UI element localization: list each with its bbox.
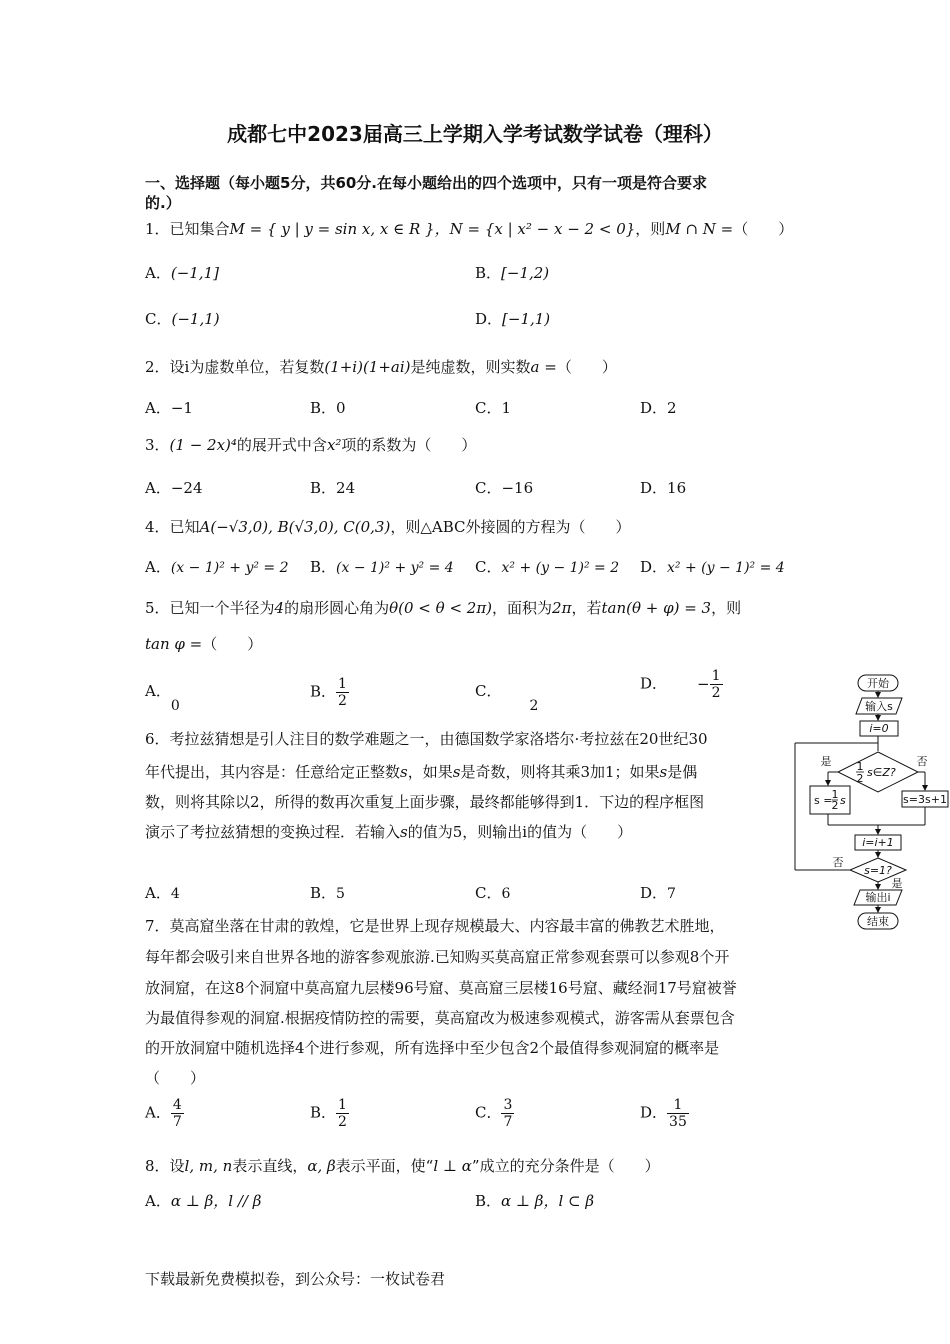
option-value: α ⊥ β，l // β: [170, 1192, 262, 1210]
option-label: B．: [475, 264, 502, 282]
option-value: [−1,1): [502, 310, 551, 328]
option-value: (−1,1]: [170, 264, 219, 282]
option-label: B．: [310, 558, 337, 576]
flow-end-text: 结束: [867, 915, 889, 928]
q2-option-c[interactable]: [475, 397, 511, 418]
option-label: D．: [640, 884, 668, 902]
question-7-line2: 每年都会吸引来自世界各地的游客参观旅游.已知购买莫高窟正常参观套票可以参观8个开: [145, 948, 730, 966]
option-sign: −: [697, 674, 710, 693]
q4-option-b[interactable]: [310, 556, 454, 577]
flow-cond-num: 1: [856, 760, 864, 773]
option-value: −24: [170, 479, 203, 497]
flow-left-num: 1: [831, 788, 839, 801]
q6-num: 30: [688, 730, 708, 748]
question-6-line4: [145, 821, 632, 842]
q4-option-a[interactable]: [145, 556, 289, 577]
q6-text: 的值为（ ）: [527, 823, 633, 841]
q4-text-a: 4．已知: [145, 518, 200, 536]
q4-option-c[interactable]: [475, 556, 619, 577]
page-title: 成都七中2023届高三上学期入学考试数学试卷（理科）: [227, 122, 723, 146]
denominator: 2: [338, 1114, 347, 1130]
q3-option-a[interactable]: [145, 477, 203, 498]
q5-option-a[interactable]: [145, 680, 180, 714]
q3-option-b[interactable]: [310, 477, 355, 498]
option-label: B．: [310, 884, 337, 902]
q6-var: s: [400, 763, 408, 781]
option-label: D．: [475, 310, 503, 328]
flow-cond-text: s∈Z?: [867, 766, 896, 779]
q1-option-c[interactable]: [145, 308, 220, 329]
q6-option-c[interactable]: [475, 882, 510, 903]
option-fraction: [171, 1097, 184, 1130]
numerator: 3: [503, 1097, 513, 1113]
q1-option-b[interactable]: [475, 262, 549, 283]
q8-planes: α, β: [307, 1157, 336, 1175]
q6-text: 的值为: [407, 823, 453, 841]
q2-option-b[interactable]: [310, 397, 346, 418]
q6-text: 是奇数，则将其乘: [460, 763, 581, 781]
q6-var: s: [400, 823, 408, 841]
numerator: 4: [172, 1097, 182, 1113]
option-label: D．: [640, 1103, 668, 1122]
question-6-line2: [145, 761, 697, 782]
option-value: −16: [501, 479, 534, 497]
question-6-line1: [145, 728, 708, 749]
q5-ask: tan φ =: [145, 635, 203, 653]
numerator: 1: [667, 1097, 689, 1114]
q6-text: 年代提出，其内容是：任意给定正整数: [145, 763, 401, 781]
question-8-stem: [145, 1155, 660, 1176]
option-value: 4: [170, 886, 180, 902]
flow-left-b: s: [840, 794, 846, 807]
denominator: 7: [503, 1114, 513, 1130]
option-label: C．: [475, 884, 502, 902]
q5-text-c: ，面积为: [492, 599, 553, 617]
option-label: A．: [145, 1192, 171, 1210]
q6-text: ，则输出: [462, 823, 523, 841]
question-6-line3: [145, 791, 704, 812]
option-label: C．: [145, 310, 172, 328]
q6-text: ，如果: [407, 763, 453, 781]
q6-text: 加1；如果: [590, 763, 660, 781]
q8-text-c: 表示平面，使“: [335, 1157, 434, 1175]
numerator: 1: [711, 668, 721, 684]
option-label: A．: [145, 264, 171, 282]
option-label: B．: [310, 682, 337, 701]
footer-note: 下载最新免费模拟卷，到公众号：一枚试卷君: [145, 1270, 446, 1288]
q5-option-b[interactable]: [310, 676, 349, 709]
option-label: C．: [475, 682, 502, 700]
denominator: 35: [669, 1114, 687, 1130]
q5-text-b: 的扇形圆心角为: [284, 599, 390, 617]
denominator: 2: [338, 693, 347, 709]
q1-set-m: M = { y | y = sin x, x ∈ R }: [229, 220, 435, 238]
question-7-line3: 放洞窟，在这8个洞窟中莫高窟九层楼96号窟、莫高窟三层楼16号窟、藏经洞17号窟被誉: [145, 979, 737, 997]
q6-text: 6．考拉兹猜想是引人注目的数学难题之一，由德国数学家洛塔尔·考拉兹在: [145, 730, 640, 748]
q5-option-d[interactable]: [640, 668, 723, 701]
q2-text-b: 是纯虚数，则实数: [410, 358, 531, 376]
option-label: C．: [475, 479, 502, 497]
option-value: 5: [336, 886, 345, 902]
q2-expr: (1+i)(1+ai): [324, 358, 411, 376]
q8-text-b: 表示直线，: [232, 1157, 308, 1175]
option-label: A．: [145, 558, 171, 576]
numerator: 1: [338, 1097, 347, 1113]
q3-number: 3．: [145, 436, 170, 454]
flow-left-a: s =: [814, 794, 833, 807]
option-value: x² + (y − 1)² = 2: [501, 560, 620, 576]
flow-left-den: 2: [831, 799, 839, 812]
flow-yes2-text: 是: [891, 877, 903, 890]
q1-paren: （ ）: [733, 220, 794, 238]
q6-text: 是偶: [667, 763, 698, 781]
q6-var: s: [452, 763, 461, 781]
question-3-stem: [145, 434, 476, 455]
denominator: 7: [172, 1114, 182, 1130]
q7-option-a[interactable]: [145, 1097, 184, 1130]
q2-paren: （ ）: [556, 358, 617, 376]
option-label: C．: [475, 399, 502, 417]
option-value: 1: [501, 399, 512, 417]
q6-num: 20: [639, 730, 659, 748]
flow-cond-den: 2: [856, 772, 864, 785]
q5-area: 2π: [552, 599, 572, 617]
q1-text-b: ，则: [635, 220, 666, 238]
q4-option-d[interactable]: [640, 556, 785, 577]
question-2-stem: [145, 356, 617, 377]
question-7-line6: （ ）: [145, 1069, 206, 1087]
option-label: A．: [145, 682, 171, 700]
option-value: 24: [336, 479, 356, 497]
option-label: D．: [640, 479, 668, 497]
option-fraction: [501, 1097, 514, 1130]
q6-num: 2: [250, 793, 260, 811]
option-fraction: [667, 1097, 689, 1130]
question-5-ask: [145, 633, 262, 654]
q5-paren: （ ）: [202, 635, 263, 653]
q3-text-b: 项的系数为（ ）: [341, 436, 477, 454]
option-value: α ⊥ β，l ⊂ β: [501, 1192, 595, 1210]
q7-option-d[interactable]: [640, 1097, 689, 1130]
q5-text-d: ，若: [571, 599, 602, 617]
q6-option-d[interactable]: [640, 882, 676, 903]
flow-right-text: s=3s+1: [903, 793, 947, 806]
q8-condition: l ⊥ α: [433, 1157, 472, 1175]
q6-text: 演示了考拉兹猜想的变换过程．若输入: [145, 823, 401, 841]
option-label: A．: [145, 479, 171, 497]
question-4-stem: [145, 516, 630, 537]
q4-points: A(−√3,0), B(√3,0), C(0,3): [199, 518, 391, 536]
option-label: B．: [310, 1103, 337, 1122]
q5-text-a: 5．已知一个半径为: [145, 599, 275, 617]
section-heading-line2: 的.）: [145, 194, 181, 212]
flow-no2-text: 否: [832, 856, 844, 869]
option-label: A．: [145, 399, 171, 417]
option-value: 2: [529, 698, 539, 714]
q3-text-a: 的展开式中含: [236, 436, 327, 454]
q3-term: x²: [326, 436, 342, 454]
flow-check-text: s=1?: [864, 864, 892, 877]
option-value: 7: [667, 886, 676, 902]
q5-radius: 4: [274, 599, 285, 617]
q6-option-b[interactable]: [310, 882, 345, 903]
q5-option-c[interactable]: [475, 680, 539, 714]
option-label: D．: [640, 558, 668, 576]
q1-expr: M ∩ N =: [665, 220, 734, 238]
option-value: (x − 1)² + y² = 2: [170, 560, 289, 576]
q3-expr: (1 − 2x)⁴: [169, 436, 237, 454]
option-fraction: [336, 676, 349, 709]
q4-text-b: ，则△ABC外接圆的方程为（ ）: [390, 518, 631, 536]
q8-option-b[interactable]: [475, 1190, 594, 1211]
q6-text: ，所得的数再次重复上面步骤，最终都能够得到1．下边的程序框图: [259, 793, 705, 811]
flowchart: [790, 670, 950, 935]
question-7-line1: 7．莫高窟坐落在甘肃的敦煌，它是世界上现存规模最大、内容最丰富的佛教艺术胜地，: [145, 917, 725, 935]
q5-text-e: ，则: [711, 599, 742, 617]
q8-option-a[interactable]: [145, 1190, 261, 1211]
option-value: x² + (y − 1)² = 4: [667, 560, 785, 576]
flow-yes-text: 是: [820, 755, 832, 768]
option-label: A．: [145, 1103, 171, 1122]
option-label: B．: [310, 479, 337, 497]
q6-option-a[interactable]: [145, 882, 180, 903]
q6-num: 3: [580, 763, 590, 781]
numerator: 1: [338, 676, 347, 692]
option-label: B．: [310, 399, 337, 417]
flow-init-text: i=0: [869, 722, 889, 735]
option-value: [−1,2): [501, 264, 550, 282]
option-value: −1: [170, 399, 193, 417]
q8-text-a: 8．设: [145, 1157, 185, 1175]
option-label: A．: [145, 884, 171, 902]
option-fraction: [710, 668, 723, 701]
question-1-stem: [145, 218, 793, 239]
q2-option-a[interactable]: [145, 397, 193, 418]
option-label: B．: [475, 1192, 502, 1210]
q7-option-b[interactable]: [310, 1097, 349, 1130]
option-label: C．: [475, 1103, 502, 1122]
q2-var: a =: [530, 358, 557, 376]
option-value: 0: [170, 698, 180, 714]
flow-start-text: 开始: [867, 677, 889, 690]
option-value: (x − 1)² + y² = 4: [336, 560, 454, 576]
option-value: 16: [667, 479, 687, 497]
q6-num: 5: [452, 823, 463, 841]
q1-set-n: ，N = {x | x² − x − 2 < 0}: [434, 220, 636, 238]
q2-option-d[interactable]: [640, 397, 677, 418]
q5-condition: tan(θ + φ) = 3: [601, 599, 712, 617]
question-5-stem: [145, 597, 741, 618]
flow-output-text: 输出i: [865, 891, 891, 904]
q1-option-a[interactable]: [145, 262, 219, 283]
option-value: 0: [336, 399, 346, 417]
q8-text-d: ”成立的充分条件是（ ）: [471, 1157, 660, 1175]
option-value: 2: [667, 399, 677, 417]
q3-option-c[interactable]: [475, 477, 533, 498]
flow-no-text: 否: [916, 755, 928, 768]
q1-option-d[interactable]: [475, 308, 550, 329]
q6-var: s: [659, 763, 668, 781]
q1-text-a: 1．已知集合: [145, 220, 230, 238]
denominator: 2: [711, 685, 721, 701]
q6-text: 世纪: [658, 730, 689, 748]
option-value: 6: [501, 886, 511, 902]
q7-option-c[interactable]: [475, 1097, 514, 1130]
section-heading-line1: 一、选择题（每小题5分，共60分.在每小题给出的四个选项中，只有一项是符合要求: [145, 174, 708, 192]
flow-input-text: 输入s: [865, 700, 893, 713]
q6-text: 数，则将其除以: [145, 793, 251, 811]
q8-lines: l, m, n: [184, 1157, 233, 1175]
question-7-line4: 为最值得参观的洞窟.根据疫情防控的需要，莫高窟改为极速参观模式，游客需从套票包含: [145, 1009, 735, 1027]
option-value: (−1,1): [171, 310, 220, 328]
option-label: D．: [640, 399, 668, 417]
option-label: C．: [475, 558, 502, 576]
q3-option-d[interactable]: [640, 477, 686, 498]
question-7-line5: 的开放洞窟中随机选择4个进行参观，所有选择中至少包含2个最值得参观洞窟的概率是: [145, 1039, 720, 1057]
q5-theta: θ(0 < θ < 2π): [389, 599, 493, 617]
option-fraction: [336, 1097, 349, 1130]
option-label: D．: [640, 674, 668, 693]
q6-var: i: [522, 823, 528, 841]
flow-inc-text: i=i+1: [862, 836, 894, 849]
q2-text-a: 2．设i为虚数单位，若复数: [145, 358, 325, 376]
